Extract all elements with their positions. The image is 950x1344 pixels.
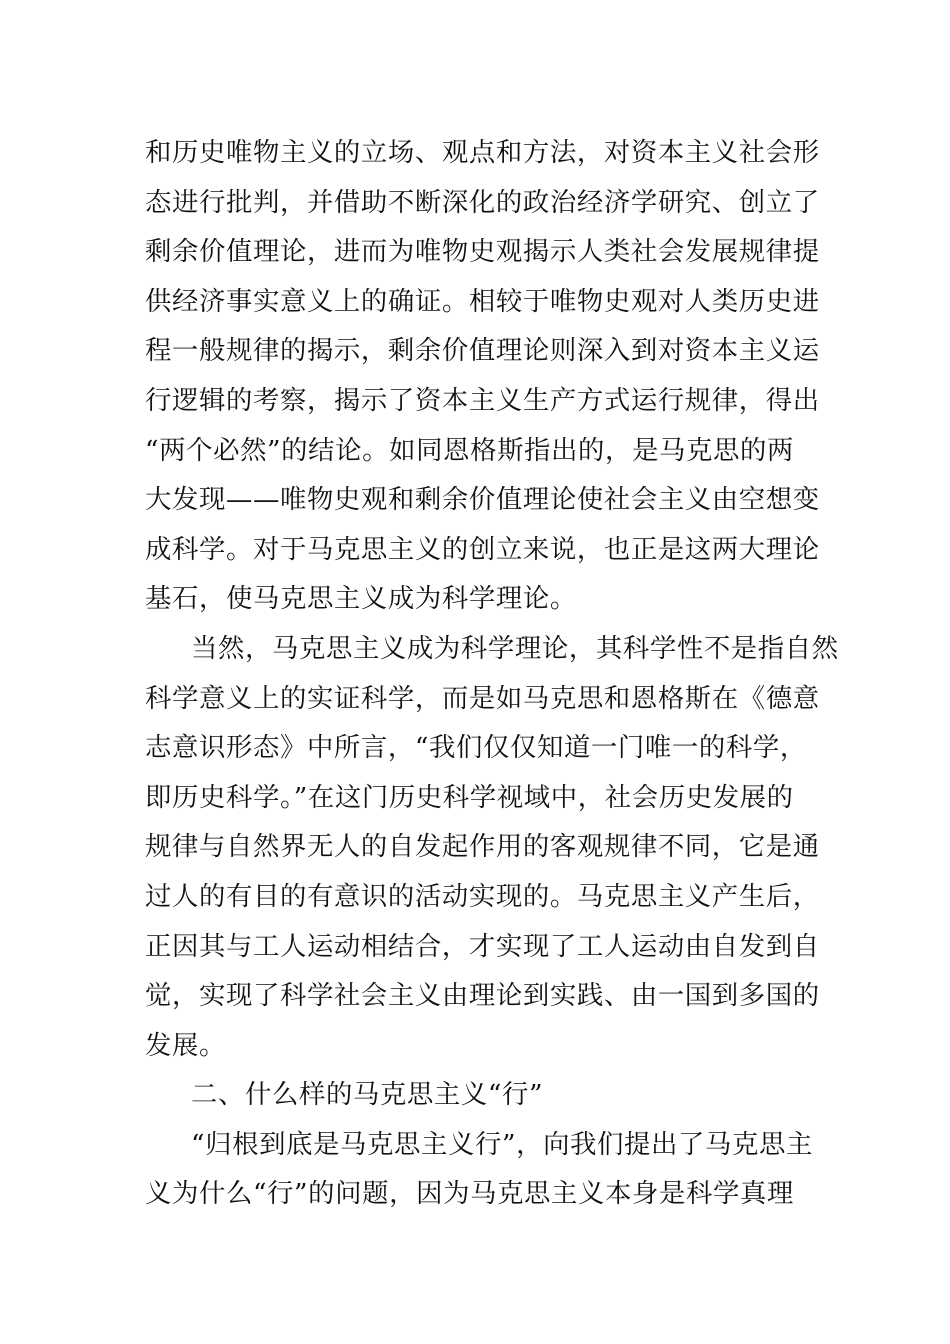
body-text <box>145 128 839 1219</box>
text-line: 行逻辑的考察，揭示了资本主义生产方式运行规律，得出 <box>145 384 820 416</box>
text-line: 义为什么“行”的问题，因为马克思主义本身是科学真理 <box>145 1178 794 1210</box>
text-line: 大发现——唯物史观和剩余价值理论使社会主义由空想变 <box>145 484 820 516</box>
text-line: 过人的有目的有意识的活动实现的。马克思主义产生后， <box>145 880 820 912</box>
text-line: 供经济事实意义上的确证。相较于唯物史观对人类历史进 <box>145 285 820 317</box>
text-line: 和历史唯物主义的立场、观点和方法，对资本主义社会形 <box>145 137 820 168</box>
text-line: 当然，马克思主义成为科学理论，其科学性不是指自然 <box>191 632 839 664</box>
text-line: 程一般规律的揭示，剩余价值理论则深入到对资本主义运 <box>145 335 820 367</box>
text-line: “归根到底是马克思主义行”，向我们提出了马克思主 <box>191 1128 813 1160</box>
text-line: 觉，实现了科学社会主义由理论到实践、由一国到多国的 <box>145 980 820 1012</box>
text-line: 二、什么样的马克思主义“行” <box>191 1079 544 1111</box>
text-line: 剩余价值理论，进而为唯物史观揭示人类社会发展规律提 <box>145 236 820 268</box>
text-line: 即历史科学。”在这门历史科学视域中，社会历史发展的 <box>145 781 794 813</box>
text-line: 基石，使马克思主义成为科学理论。 <box>145 583 577 615</box>
text-line: 科学意义上的实证科学，而是如马克思和恩格斯在《德意 <box>145 682 820 714</box>
text-line: 正因其与工人运动相结合，才实现了工人运动由自发到自 <box>145 930 820 962</box>
text-line: 成科学。对于马克思主义的创立来说，也正是这两大理论 <box>145 533 820 565</box>
text-line: 发展。 <box>145 1029 226 1061</box>
text-line: 志意识形态》中所言，“我们仅仅知道一门唯一的科学， <box>145 732 807 764</box>
text-line: “两个必然”的结论。如同恩格斯指出的，是马克思的两 <box>145 434 794 466</box>
text-line: 规律与自然界无人的自发起作用的客观规律不同，它是通 <box>145 831 820 863</box>
text-line: 态进行批判，并借助不断深化的政治经济学研究、创立了 <box>145 186 820 218</box>
